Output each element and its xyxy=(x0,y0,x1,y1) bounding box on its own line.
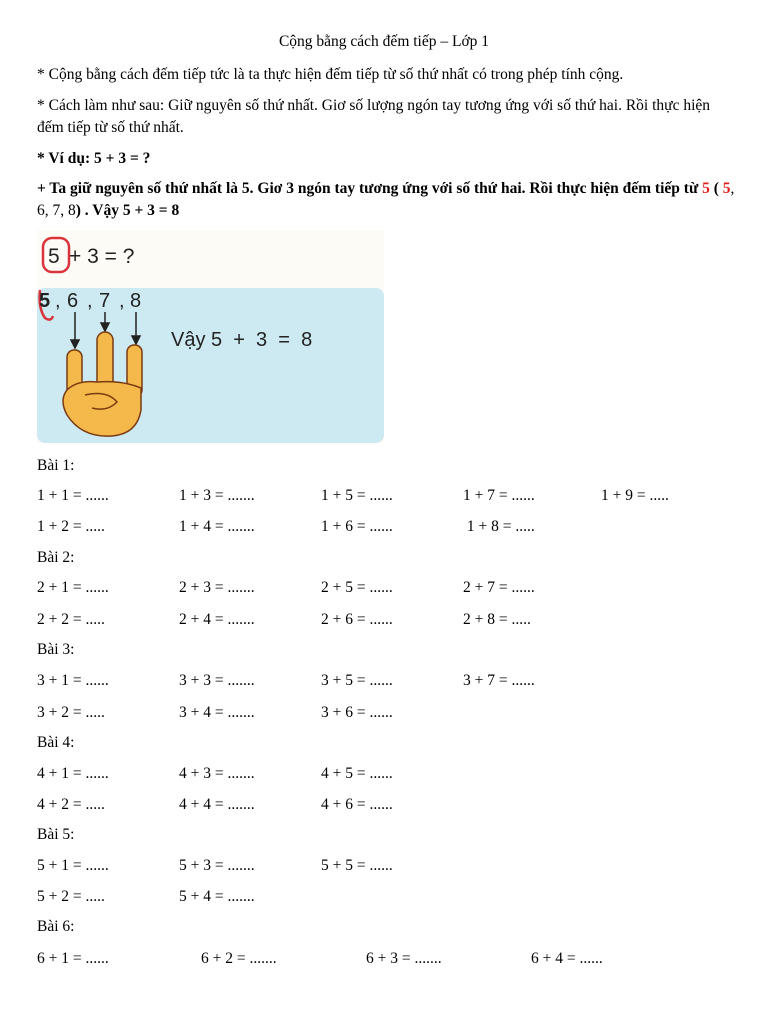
sequence-comma: , xyxy=(55,290,61,312)
explain-part2: ) . Vậy 5 + 3 = 8 xyxy=(75,202,180,219)
exercise-2-label: Bài 2: xyxy=(37,549,75,566)
exercise-item: 1 + 7 = ...... xyxy=(463,487,535,504)
sequence-item-6: 6 xyxy=(67,290,79,312)
exercise-3-label: Bài 3: xyxy=(37,641,75,658)
exercise-item: 2 + 7 = ...... xyxy=(463,579,535,596)
exercise-item: 4 + 1 = ...... xyxy=(37,765,109,782)
exercise-item: 3 + 2 = ..... xyxy=(37,704,105,721)
exercise-item: 1 + 4 = ....... xyxy=(179,518,255,535)
explain-part1: + Ta giữ nguyên số thứ nhất là 5. Giơ 3 ngón tay tương ứng với số thứ hai. Rồi thực hiện đếm tiếp từ xyxy=(37,180,703,197)
example-heading: * Ví dụ: 5 + 3 = ? xyxy=(37,150,151,167)
illustration-svg xyxy=(37,230,384,443)
sequence-comma: , xyxy=(87,290,93,312)
exercise-5-label: Bài 5: xyxy=(37,826,75,843)
exercise-item: 2 + 5 = ...... xyxy=(321,579,393,596)
exercise-item: 5 + 3 = ....... xyxy=(179,857,255,874)
exercise-item: 4 + 5 = ...... xyxy=(321,765,393,782)
exercise-item: 5 + 4 = ....... xyxy=(179,888,255,905)
exercise-item: 3 + 7 = ...... xyxy=(463,672,535,689)
exercise-item: 1 + 3 = ....... xyxy=(179,487,255,504)
exercise-item: 6 + 1 = ...... xyxy=(37,950,109,967)
exercise-item: 2 + 4 = ....... xyxy=(179,611,255,628)
exercise-item: 1 + 5 = ...... xyxy=(321,487,393,504)
exercise-item: 6 + 3 = ....... xyxy=(366,950,442,967)
exercise-item: 4 + 6 = ...... xyxy=(321,796,393,813)
exercise-item: 6 + 2 = ....... xyxy=(201,950,277,967)
exercise-item: 3 + 1 = ...... xyxy=(37,672,109,689)
exercise-item: 1 + 6 = ...... xyxy=(321,518,393,535)
intro-paragraph-2: * Cách làm như sau: Giữ nguyên số thứ nhất. Giơ số lượng ngón tay tương ứng với số thứ hai. Rồi thực hiện đếm tiếp từ số thứ nhất. xyxy=(37,97,711,136)
exercise-item: 5 + 1 = ...... xyxy=(37,857,109,874)
exercise-item: 2 + 1 = ...... xyxy=(37,579,109,596)
explain-paren: ( xyxy=(709,180,723,197)
exercise-4-label: Bài 4: xyxy=(37,734,75,751)
exercise-item: 2 + 8 = ..... xyxy=(463,611,531,628)
exercise-item: 5 + 2 = ..... xyxy=(37,888,105,905)
sequence-item-8: 8 xyxy=(130,290,142,312)
problem-first-number: 5 xyxy=(48,245,60,268)
exercise-item: 3 + 5 = ...... xyxy=(321,672,393,689)
exercise-item: 4 + 4 = ....... xyxy=(179,796,255,813)
sequence-item-5: 5 xyxy=(39,290,51,312)
explain-rest: , 6, 7, 8 xyxy=(37,180,735,219)
explain-red-b: 5 xyxy=(722,180,731,197)
exercise-item: 2 + 2 = ..... xyxy=(37,611,105,628)
exercise-item: 2 + 3 = ....... xyxy=(179,579,255,596)
exercise-item: 6 + 4 = ...... xyxy=(531,950,603,967)
exercise-item: 1 + 8 = ..... xyxy=(463,518,535,535)
exercise-item: 4 + 2 = ..... xyxy=(37,796,105,813)
exercise-1-label: Bài 1: xyxy=(37,457,75,474)
exercise-item: 2 + 6 = ...... xyxy=(321,611,393,628)
example-explanation xyxy=(37,178,737,222)
exercise-item: 1 + 9 = ..... xyxy=(601,487,669,504)
example-illustration xyxy=(37,230,384,443)
sequence-comma: , xyxy=(119,290,125,312)
exercise-6-label: Bài 6: xyxy=(37,918,75,935)
explain-red-a: 5 xyxy=(702,180,710,197)
exercise-item: 5 + 5 = ...... xyxy=(321,857,393,874)
sequence-item-7: 7 xyxy=(99,290,111,312)
exercise-item: 1 + 1 = ...... xyxy=(37,487,109,504)
intro-paragraph-1: * Cộng bằng cách đếm tiếp tức là ta thực hiện đếm tiếp từ số thứ nhất có trong phép tính cộng. xyxy=(37,66,624,83)
problem-rest: + 3 = ? xyxy=(69,245,135,268)
exercise-item: 4 + 3 = ....... xyxy=(179,765,255,782)
exercise-item: 3 + 6 = ...... xyxy=(321,704,393,721)
page-title: Cộng bằng cách đếm tiếp – Lớp 1 xyxy=(278,33,490,50)
exercise-item: 3 + 3 = ....... xyxy=(179,672,255,689)
exercise-item: 1 + 2 = ..... xyxy=(37,518,105,535)
illustration-result: Vậy 5 + 3 = 8 xyxy=(171,329,313,351)
exercise-item: 3 + 4 = ....... xyxy=(179,704,255,721)
